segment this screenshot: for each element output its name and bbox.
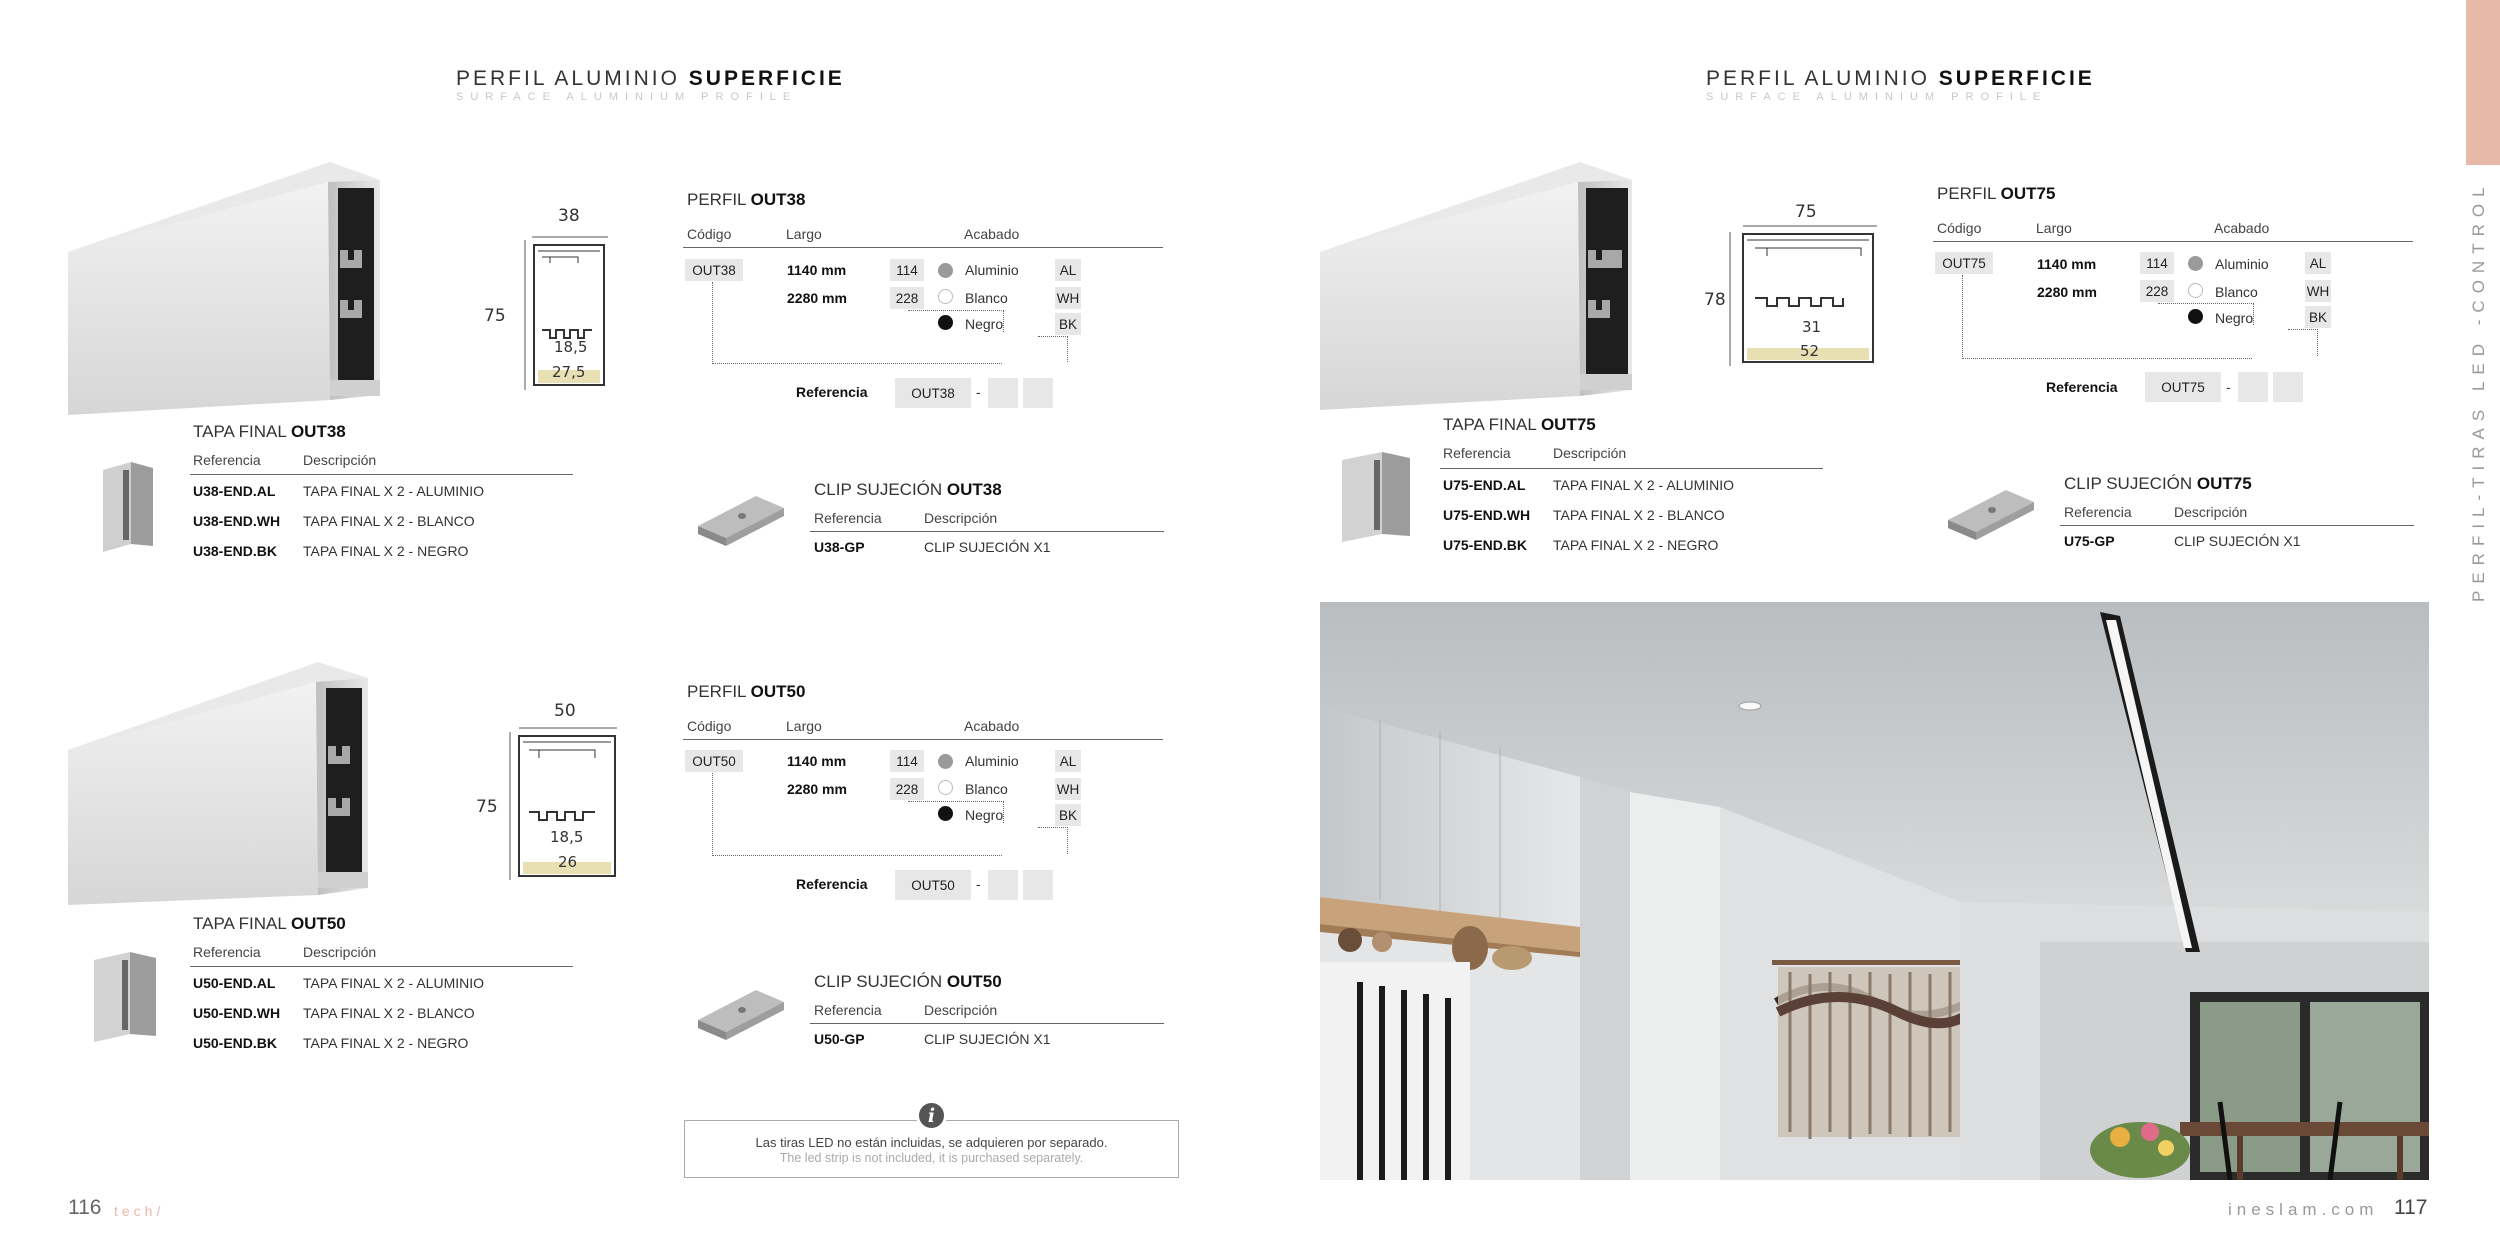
out50-end-cap-ref-al: U50-END.AL bbox=[193, 975, 276, 991]
out50-end-cap-ref-bk: U50-END.BK bbox=[193, 1035, 278, 1051]
out75-clip-desc: CLIP SUJECIÓN X1 bbox=[2174, 533, 2301, 549]
out38-end-cap-header-desc: Descripción bbox=[303, 452, 377, 468]
out50-profile-photo bbox=[68, 660, 378, 905]
out50-clip-header-ref: Referencia bbox=[814, 1002, 882, 1018]
out75-clip-rule bbox=[2060, 525, 2414, 526]
out75-clip-ref: U75-GP bbox=[2064, 533, 2115, 549]
out38-clip-ref: U38-GP bbox=[814, 539, 865, 555]
out75-end-cap-ref-bk: U75-END.BK bbox=[1443, 537, 1528, 553]
out50-table-rule bbox=[683, 739, 1163, 740]
out38-leader-finish bbox=[1038, 336, 1068, 362]
out75-leader-finish bbox=[2288, 329, 2318, 356]
side-tab-accent bbox=[2466, 0, 2500, 165]
out50-header-length: Largo bbox=[786, 718, 822, 734]
out75-dim-bottom: 52 bbox=[1800, 342, 1820, 360]
out38-end-cap-image bbox=[95, 460, 159, 552]
info-icon: i bbox=[916, 1100, 947, 1131]
out50-end-cap-ref-wh: U50-END.WH bbox=[193, 1005, 281, 1021]
out50-ref-code: OUT50 bbox=[895, 870, 971, 900]
out50-header-code: Código bbox=[687, 718, 732, 734]
out75-length-1140: 1140 mm bbox=[2037, 256, 2097, 272]
led-note-en: The led strip is not included, it is purchased separately. bbox=[779, 1151, 1084, 1165]
out38-ref-code: OUT38 bbox=[895, 378, 971, 408]
out50-clip-header-desc: Descripción bbox=[924, 1002, 998, 1018]
out38-end-cap-desc-bk: TAPA FINAL X 2 - NEGRO bbox=[303, 543, 469, 559]
out38-finish-negro: Negro bbox=[965, 316, 1004, 332]
out50-clip-rule bbox=[810, 1023, 1164, 1024]
out50-finish-code-al: AL bbox=[1055, 750, 1081, 772]
out38-length-1140: 1140 mm bbox=[787, 262, 847, 278]
out50-code-box: OUT50 bbox=[685, 750, 743, 772]
out75-header-finish: Acabado bbox=[2214, 220, 2270, 236]
out75-end-cap-desc-al: TAPA FINAL X 2 - ALUMINIO bbox=[1553, 477, 1735, 493]
out38-end-cap-title: TAPA FINAL OUT38 bbox=[193, 422, 346, 441]
out38-finish-blanco: Blanco bbox=[965, 290, 1008, 306]
out38-ref-slot-length bbox=[988, 378, 1018, 408]
out50-leader-finish bbox=[1038, 827, 1068, 854]
out38-clip-image bbox=[696, 490, 786, 546]
out50-ref-label: Referencia bbox=[796, 876, 868, 892]
out75-finish-code-wh: WH bbox=[2305, 280, 2331, 302]
out75-end-cap-image bbox=[1338, 450, 1414, 542]
out75-finish-code-al: AL bbox=[2305, 252, 2331, 274]
out75-dim-inner: 31 bbox=[1802, 318, 1822, 336]
out75-end-cap-title: TAPA FINAL OUT75 bbox=[1443, 415, 1596, 434]
out50-end-cap-header-desc: Descripción bbox=[303, 944, 377, 960]
out50-end-cap-image bbox=[90, 950, 160, 1042]
right-section-subtitle: SURFACE ALUMINIUM PROFILE bbox=[1706, 91, 2048, 103]
out38-clip-header-desc: Descripción bbox=[924, 510, 998, 526]
out38-clip-rule bbox=[810, 531, 1164, 532]
out50-finish-aluminio: Aluminio bbox=[965, 753, 1019, 769]
out38-leader-length bbox=[908, 310, 1004, 332]
out50-clip-ref: U50-GP bbox=[814, 1031, 865, 1047]
out75-ref-slot-length bbox=[2238, 372, 2268, 402]
out75-finish-aluminio: Aluminio bbox=[2215, 256, 2269, 272]
out50-len-code-114: 114 bbox=[890, 750, 924, 772]
out50-len-code-228: 228 bbox=[890, 778, 924, 800]
out75-dim-height: 78 bbox=[1704, 290, 1726, 310]
out75-finish-blanco: Blanco bbox=[2215, 284, 2258, 300]
out38-len-code-114: 114 bbox=[890, 259, 924, 281]
out75-leader-length bbox=[2158, 303, 2254, 325]
out75-code-box: OUT75 bbox=[1935, 252, 1993, 274]
left-footer-tag: tech/ bbox=[114, 1203, 165, 1219]
out38-clip-desc: CLIP SUJECIÓN X1 bbox=[924, 539, 1051, 555]
out75-clip-image bbox=[1946, 484, 2036, 540]
out75-clip-header-desc: Descripción bbox=[2174, 504, 2248, 520]
site-url: ineslam.com bbox=[2228, 1200, 2379, 1219]
out38-ref-dash: - bbox=[976, 384, 981, 400]
out50-finish-code-wh: WH bbox=[1055, 778, 1081, 800]
out38-clip-title: CLIP SUJECIÓN OUT38 bbox=[814, 480, 1002, 499]
out38-end-cap-ref-wh: U38-END.WH bbox=[193, 513, 281, 529]
out38-end-cap-ref-al: U38-END.AL bbox=[193, 483, 276, 499]
left-section-subtitle: SURFACE ALUMINIUM PROFILE bbox=[456, 91, 798, 103]
out50-header-finish: Acabado bbox=[964, 718, 1020, 734]
out75-dim-width: 75 bbox=[1795, 202, 1817, 222]
right-page-number: 117 bbox=[2394, 1196, 2428, 1219]
out38-dim-bottom: 27,5 bbox=[552, 363, 586, 381]
out38-ref-slot-finish bbox=[1023, 378, 1053, 408]
out75-end-cap-rule bbox=[1440, 468, 1823, 469]
out38-end-cap-desc-wh: TAPA FINAL X 2 - BLANCO bbox=[303, 513, 475, 529]
out50-length-2280: 2280 mm bbox=[787, 781, 847, 797]
out38-finish-code-bk: BK bbox=[1055, 313, 1081, 335]
out38-dim-inner: 18,5 bbox=[554, 338, 588, 356]
out50-finish-negro: Negro bbox=[965, 807, 1004, 823]
out38-length-2280: 2280 mm bbox=[787, 290, 847, 306]
out38-title: PERFIL OUT38 bbox=[687, 190, 806, 209]
out50-clip-image bbox=[696, 984, 786, 1040]
out50-finish-blanco: Blanco bbox=[965, 781, 1008, 797]
out75-header-code: Código bbox=[1937, 220, 1982, 236]
out50-end-cap-header-ref: Referencia bbox=[193, 944, 261, 960]
out38-dim-width: 38 bbox=[558, 206, 580, 226]
out50-ref-slot-finish bbox=[1023, 870, 1053, 900]
out75-header-length: Largo bbox=[2036, 220, 2072, 236]
left-page-number: 116 bbox=[68, 1196, 102, 1219]
out75-end-cap-ref-al: U75-END.AL bbox=[1443, 477, 1526, 493]
out75-profile-photo bbox=[1320, 160, 1635, 410]
out75-ref-label: Referencia bbox=[2046, 379, 2118, 395]
out50-finish-aluminio-swatch bbox=[938, 754, 953, 769]
out38-ref-label: Referencia bbox=[796, 384, 868, 400]
out50-dim-width: 50 bbox=[554, 701, 576, 721]
out50-clip-title: CLIP SUJECIÓN OUT50 bbox=[814, 972, 1002, 991]
out75-finish-code-bk: BK bbox=[2305, 306, 2331, 328]
out38-profile-photo bbox=[68, 160, 388, 415]
out38-end-cap-desc-al: TAPA FINAL X 2 - ALUMINIO bbox=[303, 483, 485, 499]
out38-header-finish: Acabado bbox=[964, 226, 1020, 242]
out50-clip-desc: CLIP SUJECIÓN X1 bbox=[924, 1031, 1051, 1047]
out75-table-rule bbox=[1933, 241, 2413, 242]
out75-length-2280: 2280 mm bbox=[2037, 284, 2097, 300]
out75-finish-aluminio-swatch bbox=[2188, 256, 2203, 271]
out50-dim-inner: 18,5 bbox=[550, 828, 584, 846]
out50-ref-slot-length bbox=[988, 870, 1018, 900]
out75-end-cap-desc-bk: TAPA FINAL X 2 - NEGRO bbox=[1553, 537, 1719, 553]
out50-title: PERFIL OUT50 bbox=[687, 682, 806, 701]
out75-end-cap-desc-wh: TAPA FINAL X 2 - BLANCO bbox=[1553, 507, 1725, 523]
out38-end-cap-ref-bk: U38-END.BK bbox=[193, 543, 278, 559]
out38-header-length: Largo bbox=[786, 226, 822, 242]
out75-end-cap-header-ref: Referencia bbox=[1443, 445, 1511, 461]
out50-leader-length bbox=[908, 801, 1004, 823]
out38-clip-header-ref: Referencia bbox=[814, 510, 882, 526]
left-section-title: PERFIL ALUMINIO SUPERFICIE bbox=[456, 67, 845, 90]
led-note-es: Las tiras LED no están incluidas, se adquieren por separado. bbox=[755, 1135, 1108, 1150]
out75-clip-header-ref: Referencia bbox=[2064, 504, 2132, 520]
out38-header-code: Código bbox=[687, 226, 732, 242]
out75-finish-negro: Negro bbox=[2215, 310, 2254, 326]
out50-end-cap-desc-bk: TAPA FINAL X 2 - NEGRO bbox=[303, 1035, 469, 1051]
out50-dim-height: 75 bbox=[476, 797, 498, 817]
out38-code-box: OUT38 bbox=[685, 259, 743, 281]
out50-finish-code-bk: BK bbox=[1055, 804, 1081, 826]
out38-finish-code-al: AL bbox=[1055, 259, 1081, 281]
out38-end-cap-header-ref: Referencia bbox=[193, 452, 261, 468]
out38-len-code-228: 228 bbox=[890, 287, 924, 309]
out50-end-cap-rule bbox=[190, 966, 573, 967]
out38-dim-height: 75 bbox=[484, 306, 506, 326]
out75-ref-code: OUT75 bbox=[2145, 372, 2221, 402]
out50-end-cap-desc-wh: TAPA FINAL X 2 - BLANCO bbox=[303, 1005, 475, 1021]
out50-end-cap-desc-al: TAPA FINAL X 2 - ALUMINIO bbox=[303, 975, 485, 991]
out38-finish-aluminio: Aluminio bbox=[965, 262, 1019, 278]
out38-finish-code-wh: WH bbox=[1055, 287, 1081, 309]
out75-len-code-114: 114 bbox=[2140, 252, 2174, 274]
out50-length-1140: 1140 mm bbox=[787, 753, 847, 769]
out50-ref-dash: - bbox=[976, 876, 981, 892]
out75-clip-title: CLIP SUJECIÓN OUT75 bbox=[2064, 474, 2252, 493]
out75-title: PERFIL OUT75 bbox=[1937, 184, 2056, 203]
out75-ref-slot-finish bbox=[2273, 372, 2303, 402]
interior-photo bbox=[1320, 602, 2429, 1180]
out75-ref-dash: - bbox=[2226, 379, 2231, 395]
out38-table-rule bbox=[683, 247, 1163, 248]
out50-end-cap-title: TAPA FINAL OUT50 bbox=[193, 914, 346, 933]
out75-end-cap-header-desc: Descripción bbox=[1553, 445, 1627, 461]
out75-len-code-228: 228 bbox=[2140, 280, 2174, 302]
side-tab-label: PERFIL-TIRAS LED -CONTROL bbox=[2469, 180, 2488, 602]
out50-dim-bottom: 26 bbox=[558, 853, 578, 871]
out38-finish-aluminio-swatch bbox=[938, 263, 953, 278]
out38-end-cap-rule bbox=[190, 474, 573, 475]
right-section-title: PERFIL ALUMINIO SUPERFICIE bbox=[1706, 67, 2095, 90]
out75-end-cap-ref-wh: U75-END.WH bbox=[1443, 507, 1531, 523]
